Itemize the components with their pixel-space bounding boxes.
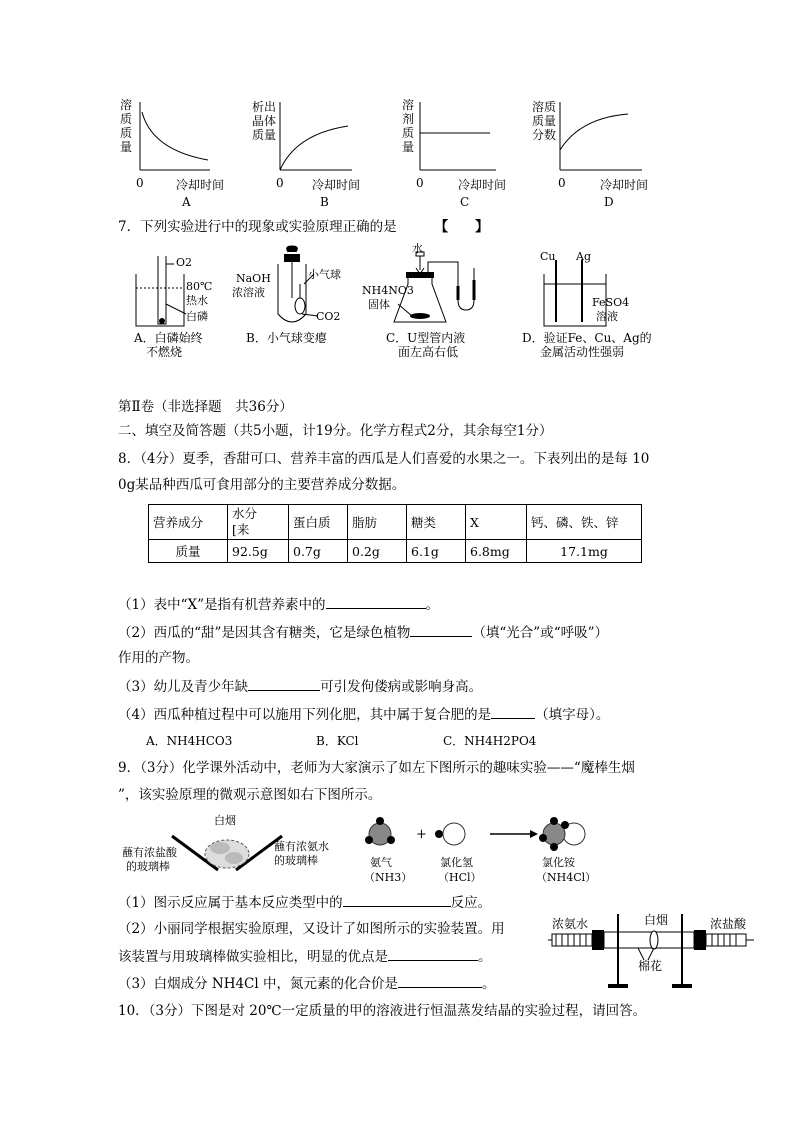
label-smoke-tube: 白烟	[644, 913, 669, 927]
label-nh4no3: NH4NO3	[362, 284, 414, 297]
label-feso4: FeSO4	[592, 296, 630, 309]
q7-figure-b	[228, 244, 348, 364]
label-white-p: 白磷	[186, 310, 208, 323]
table-header: 营养成分	[149, 505, 228, 540]
label-balloon: 小气球	[308, 268, 341, 281]
label-cotton: 棉花	[638, 959, 663, 973]
q10-line1: 10．（3分）下图是对 20℃一定质量的甲的溶液进行恒温蒸发结晶的实验过程，请回答。	[118, 1003, 647, 1019]
caption-d-2: 金属活动性强弱	[540, 345, 625, 359]
label-hcl-formula: （HCl）	[438, 871, 482, 884]
label-nh4cl: 氯化铵	[542, 856, 575, 869]
q8-part1: （1）表中“X”是指有机营养素中的 。	[118, 594, 439, 615]
table-header	[228, 505, 289, 540]
graph-c-axes	[400, 98, 510, 178]
label-solid: 固体	[368, 298, 390, 311]
table-header: 钙、磷、铁、锌	[527, 505, 642, 540]
q8-line1: 8．（4分）夏季，香甜可口、营养丰富的西瓜是人们喜爱的水果之一。下表列出的是每 10	[118, 451, 650, 467]
answer-blank[interactable]	[388, 946, 478, 961]
table-header: X	[466, 505, 527, 540]
graph-b-origin: 0	[276, 176, 284, 190]
table-cell: 17.1mg	[527, 540, 642, 563]
label-water: 水	[412, 242, 423, 255]
label-naoh: NaOH	[236, 272, 271, 285]
table-header: 糖类	[407, 505, 466, 540]
table-header: 脂肪	[348, 505, 407, 540]
q8-option-b: B．KCl	[316, 734, 359, 748]
caption-c-2: 面左高右低	[398, 345, 459, 359]
label-hcl-rod-2: 的玻璃棒	[126, 860, 170, 873]
label-hcl: 氯化氢	[440, 856, 473, 869]
graph-c-letter: C	[460, 195, 470, 209]
q8-part4: （4）西瓜种植过程中可以施用下列化肥，其中属于复合肥的是 （填字母）。	[118, 704, 609, 725]
q8-part2-cont: 作用的产物。	[118, 650, 199, 666]
graph-b-axes	[252, 98, 362, 178]
q9-line2: ”，该实验原理的微观示意图如右下图所示。	[118, 787, 382, 803]
label-nh3-rod-2: 的玻璃棒	[274, 854, 318, 867]
graph-b-letter: B	[320, 195, 329, 209]
graph-a-ylabel: 溶 质 质 量	[120, 98, 133, 154]
section2-heading: 二、填空及简答题（共5小题，计19分。化学方程式2分，其余每空1分）	[118, 423, 553, 439]
label-smoke: 白烟	[214, 814, 236, 827]
caption-a-1: A．白磷始终	[134, 331, 203, 345]
table-cell: 质量	[149, 540, 228, 563]
label-hot-water: 热水	[186, 294, 208, 307]
answer-blank[interactable]	[398, 973, 482, 988]
header-water: 水分 [来	[232, 506, 258, 537]
magic-wand-figure	[122, 814, 352, 884]
graph-d-letter: D	[604, 195, 614, 209]
graph-b-ylabel: 析出 晶体 质量	[252, 100, 277, 142]
label-nh3-rod-1: 蘸有浓氨水	[274, 840, 329, 853]
plus-sign: +	[416, 827, 427, 842]
graph-b	[252, 98, 362, 213]
answer-blank[interactable]	[491, 704, 535, 719]
section2-title: 第Ⅱ卷（非选择题 共36分）	[118, 399, 293, 415]
graph-b-xlabel: 冷却时间	[312, 178, 361, 192]
label-80c: 80℃	[186, 280, 213, 293]
table-cell: 92.5g	[228, 540, 289, 563]
graph-c-origin: 0	[416, 176, 424, 190]
q9-part3: （3）白烟成分 NH4Cl 中，氮元素的化合价是 。	[118, 973, 496, 994]
graph-c-ylabel: 溶 剂 质 量	[402, 98, 415, 154]
graph-d-origin: 0	[558, 176, 566, 190]
table-header: 蛋白质	[289, 505, 348, 540]
label-ammonia: 浓氨水	[552, 917, 589, 931]
label-solution: 溶液	[596, 310, 618, 323]
tube-apparatus	[548, 912, 758, 992]
graph-d-axes	[532, 98, 652, 178]
label-hcl-tube: 浓盐酸	[710, 917, 747, 931]
graph-c-xlabel: 冷却时间	[458, 178, 507, 192]
label-o2: O2	[176, 256, 193, 269]
q7-figure-a	[126, 244, 226, 364]
answer-blank[interactable]	[410, 622, 472, 637]
caption-a-2: 不燃烧	[146, 345, 183, 359]
caption-d-1: D．验证Fe、Cu、Ag的	[522, 331, 652, 345]
label-cu: Cu	[540, 250, 556, 263]
q8-option-c: C．NH4H2PO4	[443, 734, 537, 748]
graph-a-axes	[118, 98, 228, 178]
label-conc-sol: 浓溶液	[232, 286, 265, 299]
label-co2: CO2	[316, 310, 341, 323]
graph-a-origin: 0	[136, 176, 144, 190]
q8-part3: （3）幼儿及青少年缺 可引发佝偻病或影响身高。	[118, 676, 482, 697]
graph-d-ylabel: 溶质 质量 分数	[532, 100, 557, 142]
table-cell: 6.1g	[407, 540, 466, 563]
q9-line1: 9．（3分）化学课外活动中，老师为大家演示了如左下图所示的趣味实验——“魔棒生烟	[118, 760, 635, 776]
label-nh3-formula: （NH3）	[364, 871, 413, 884]
label-nh4cl-formula: （NH4Cl）	[536, 871, 597, 884]
molecule-figure	[360, 814, 620, 890]
answer-blank[interactable]	[343, 892, 451, 907]
molecules	[360, 814, 620, 854]
graph-a-letter: A	[182, 195, 191, 209]
graph-a-xlabel: 冷却时间	[176, 178, 225, 192]
q7-stem: 7．下列实验进行中的现象或实验原理正确的是 【 】	[118, 219, 489, 235]
q8-line2: 0g某品种西瓜可食用部分的主要营养成分数据。	[118, 477, 406, 493]
caption-c-1: C．U型管内液	[386, 331, 466, 345]
q9-part2-cont: 该装置与用玻璃棒做实验相比，明显的优点是 。	[118, 946, 492, 967]
q7-figure-d	[518, 244, 658, 364]
label-nh3: 氨气	[370, 856, 392, 869]
q8-part2: （2）西瓜的“甜”是因其含有糖类，它是绿色植物 （填“光合”或“呼吸”）	[118, 622, 608, 643]
answer-blank[interactable]	[326, 594, 426, 609]
answer-blank[interactable]	[248, 676, 320, 691]
q9-part2: （2）小丽同学根据实验原理，又设计了如图所示的实验装置。用	[118, 921, 505, 937]
answer-bracket: 【 】	[434, 219, 489, 235]
table-cell: 6.8mg	[466, 540, 527, 563]
graph-c	[400, 98, 510, 213]
caption-b: B．小气球变瘪	[246, 331, 327, 345]
q9-part1: （1）图示反应属于基本反应类型中的 反应。	[118, 892, 491, 913]
graph-a	[118, 98, 228, 213]
graph-d-xlabel: 冷却时间	[600, 178, 649, 192]
label-hcl-rod-1: 蘸有浓盐酸	[122, 846, 177, 859]
label-ag: Ag	[576, 250, 591, 263]
table-cell: 0.7g	[289, 540, 348, 563]
table-cell: 0.2g	[348, 540, 407, 563]
nutrition-table	[148, 504, 642, 563]
graph-d	[532, 98, 652, 213]
q8-option-a: A．NH4HCO3	[146, 734, 233, 748]
q7-figure-c	[360, 244, 500, 364]
